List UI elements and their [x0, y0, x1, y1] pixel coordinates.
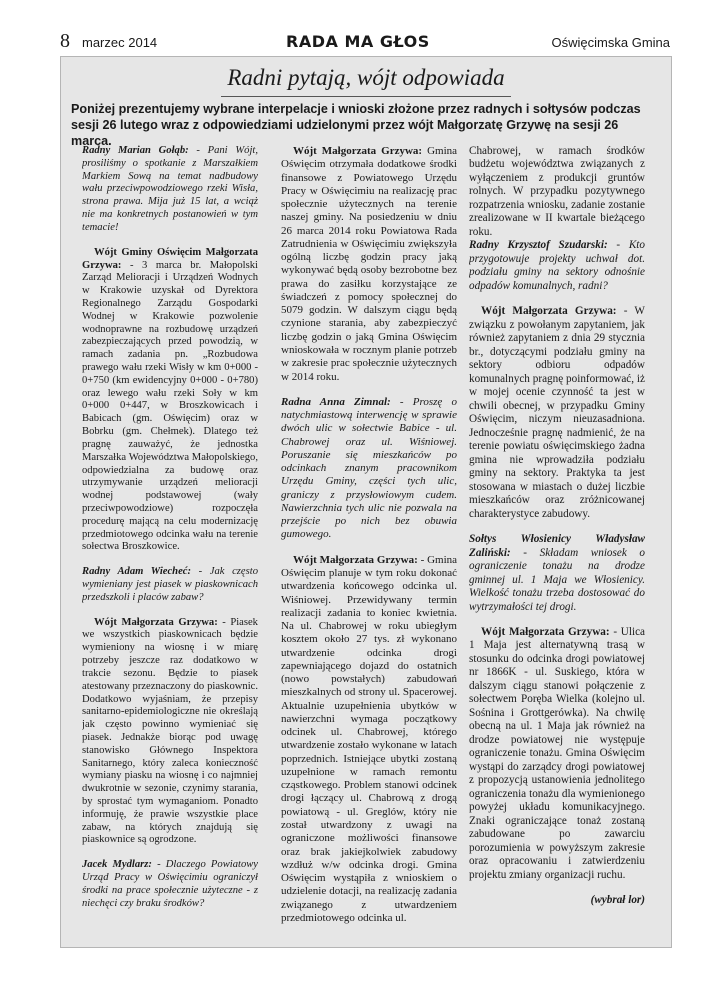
speaker-name: Wójt Małgorzata Grzywa: [481, 625, 610, 638]
article-intro: Poniżej prezentujemy wybrane interpelacje i wnioski złożone przez radnych i sołtysów podczas sesji 26 lutego wraz z odpowiedziami udzielonymi przez wójt Małgorzatę Grzywę na sesji 26 marca. [71, 102, 641, 148]
paragraph-text: - Dlaczego Powiatowy Urząd Pracy w Oświęcimiu ograniczył środki na prace społecznie użyteczne - z niechęci czy braku środków? [82, 859, 258, 909]
speaker-name: Radny Marian Gołąb: [82, 145, 189, 156]
speaker-name: Jacek Mydlarz: [82, 859, 152, 871]
publication-name: Oświęcimska Gmina [551, 35, 670, 50]
speaker-name: Radny Adam Wiecheć: [82, 566, 192, 578]
question-paragraph [82, 859, 258, 910]
answer-paragraph [281, 145, 457, 384]
paragraph-text: - Ulica 1 Maja jest alternatywną trasą w stosunku do odcinka drogi powiatowej nr 1866K - ul. Suskiego, która w dalszym ciągu stanowi połączenie z sołectwem Poręba Wielka (kolejno ul. Sośnina i Grottgerówka). Na chwilę obecną na ul. 1 Maja jak również na drodze powiatowej nie występuje ograniczenie tonażu. Gmina Oświęcim wystąpi do zarządcy drogi powiatowej z propozycją ustanowienia jednolitego ograniczenia tonażu dla wymienionego powyżej układu komunikacyjnego. Znaki ograniczające tonaż zostaną zabudowane po zawarciu porozumienia w powyższym zakresie oraz opracowaniu i zatwierdzeniu projektu zmiany organizacji ruchu. [469, 625, 645, 881]
question-paragraph [469, 239, 645, 293]
page-number: 8 [60, 30, 70, 52]
paragraph-text: - Gmina Oświęcim planuje w tym roku dokonać utwardzenia końcowego odcinka ul. Wiśniowej. Przewidywany termin realizacji zadania to koniec kwietnia. Na ul. Chabrowej w roku ubiegłym kosztem około 27 tys. zł wykonano utwardzenie odcinka drogi zapewniającego dojazd do ostatnich (nowo powstałych) zabudowań mieszkalnych od strony ul. Spacerowej. Aktualnie uzupełnienia ubytków w nawierzchni wymaga początkowy odcinek ul. Chabrowej, którego utwardzenie zostało wykonane w latach poprzednich. Istniejące ubytki zostaną uzupełnione w ramach remontu cząstkowego. Problem stanowi odcinek drogi łączący ul. Chabrową z drogą powiatową - ul. Greglów, który nie został utwardzony z uwagi na ograniczone możliwości finansowe oraz brak jakiejkolwiek zabudowy wzdłuż w/w odcinka drogi. Gmina Oświęcim wystąpiła z wnioskiem o udzielenie dotacji, na realizację zadania związanego z utwardzeniem przedmiotowego odcinka ul. [281, 553, 457, 924]
speaker-name: Wójt Małgorzata Grzywa: [293, 553, 418, 566]
speaker-name: Wójt Gminy Oświęcim Małgorzata Grzywa: [82, 246, 258, 271]
paragraph-text: - Piasek we wszystkich piaskownicach będzie wymieniony na wiosnę i w miarę potrzeby jeszcze raz dodatkowo w trakcie sezonu. Będzie to piasek atestowany przeznaczony do piaskownic. Dodatkowo wyjaśniam, że przepisy sanitarno-epidemiologiczne nie określają jak często powinno wymieniać się piasek. Jednakże biorąc pod uwagę stanowisko Głównego Inspektora Sanitarnego, który zaleca konieczność wymiany piasku na wiosnę i co najmniej dwukrotnie w sezonie, czynimy starania, by sprostać tym wymaganiom. Ponadto informuję, że prawie wszystkie place zabaw, na których znajdują się piaskownice są ogrodzone. [82, 616, 258, 846]
speaker-name: Wójt Małgorzata Grzywa: [94, 616, 218, 628]
question-paragraph [281, 396, 457, 542]
speaker-name: Wójt Małgorzata Grzywa: [293, 145, 423, 157]
paragraph-text: - 3 marca br. Małopolski Zarząd Melioracji i Urządzeń Wodnych w Krakowie uzyskał od Dyrektora Regionalnego Zarządu Gospodarki Wodnej w Krakowie pozwolenie wodnoprawne na rozbudowę urządzeń zabezpieczających przed powodzią, w ramach zadania pn. „Rozbudowa prawego wału rzeki Wisły w km 0+000 - 0+750 (km ewidencyjny 0+000 - 0+780) oraz lewego wału rzeki Soły w km 0+000 0+447, w Broszkowicach i Babicach (gm. Oświęcim) oraz w Bobrku (gm. Chełmek). Dlatego też pragnę zauważyć, że jednostka Marszałka Województwa Małopolskiego, odpowiedzialna za budowę oraz utrzymywanie urządzeń melioracji wodnej podstawowej (wały przeciwpowodziowe) rozpoczęła procedurę mającą na celu modernizację przedmiotowego odcinka wału na terenie sołectwa Broszkowice. [82, 259, 258, 553]
article-frame [60, 56, 672, 948]
speaker-name: Radna Anna Zimnal: [281, 395, 391, 408]
section-masthead: RADA MA GŁOS [286, 32, 430, 51]
paragraph-text: - W związku z powołanym zapytaniem, jak również zapytaniem z dnia 29 stycznia br., dotyczącymi podziału gminy na sektory odbioru odpadów komunalnych pragnę poinformować, iż w mojej ocenie czynność ta jest w chwili obecnej, w przypadku Gminy Oświęcim, niczym nieuzasadniona. Jednocześnie pragnę nadmienić, że na terenie powiatu oświęcimskiego żadna gmina nie wprowadziła podziału gminy na sektory. Praktyka ta jest stosowana w miastach o dużej liczbie mieszkańców oraz zróżnicowanej charakterystyce zabudowy. [469, 305, 645, 520]
paragraph-text: Chabrowej, w ramach środków budżetu województwa związanych z wyłączeniem z produkcji gruntów rolnych. W przypadku pozytywnego rozpatrzenia wniosku, zadanie zostanie zrealizowane w II kwartale bieżącego roku. [469, 145, 645, 238]
answer-paragraph [281, 554, 457, 925]
author-signature: (wybrał lor) [590, 894, 645, 907]
answer-paragraph [469, 305, 645, 521]
title-divider [221, 96, 511, 97]
paragraph-text: - Składam wniosek o ograniczenie tonażu na drodze gminnej ul. 1 Maja we Włosienicy. Wielkość tonażu trzeba dostosować do wytrzymałości tej drogi. [469, 546, 645, 613]
paragraph-text: Gmina Oświęcim otrzymała dodatkowe środki finansowe z Powiatowego Urzędu Pracy w Oświęcimiu na realizację prac społecznie użytecznych na terenie naszej gminy. Na posiedzeniu w dniu 26 marca 2014 roku Powiatowa Rada Zatrudnienia w Oświęcimiu zwiększyła ogólną liczbę godzin pracy jaką wykonywać będą osoby bezrobotne bez prawa do zasiłku korzystające ze świadczeń z pomocy społecznej do 5079 godzin. W dalszym ciągu będą czynione starania, aby zabezpieczyć liczbę godzin o jaką Gmina Oświęcim wnioskowała w rocznym planie potrzeb w zakresie prac społecznie użytecznych w 2014 roku. [281, 145, 457, 383]
article-column-2 [281, 145, 457, 939]
article-title: Radni pytają, wójt odpowiada [227, 65, 505, 90]
page-header [60, 30, 670, 52]
answer-paragraph [82, 247, 258, 555]
question-paragraph [82, 566, 258, 604]
answer-paragraph [82, 617, 258, 848]
article-column-1 [82, 145, 258, 939]
paragraph-text: - Jak często wymieniany jest piasek w piaskownicach przedszkoli i placów zabaw? [82, 566, 258, 603]
paragraph-text: - Pani Wójt, prosiliśmy o spotkanie z Marszałkiem Markiem Sową na temat nadbudowy wału przeciwpowodziowego rzeki Wisła, strona prawa. Mija już 15 lat, a wciąż nie ma konkretnych postanowień w tym temacie! [82, 145, 258, 233]
paragraph-text: - Kto przygotowuje projekty uchwał dot. podziału gminy na sektory odnośnie odpadów komunalnych, radni? [469, 239, 645, 292]
speaker-name: Wójt Małgorzata Grzywa: [481, 305, 617, 318]
speaker-name: Radny Krzysztof Szudarski: [469, 239, 608, 252]
question-paragraph [469, 533, 645, 614]
paragraph-text: - Proszę o natychmiastową interwencję w sprawie dwóch ulic w sołectwie Babice - ul. Chabrowej oraz ul. Wiśniowej. Poruszanie się mieszkańców po odcinkach znanym pracownikom Urzędu Gminy, części tych ulic, graniczy z przysłowiowym cudem. Nawierzchnia tych ulic nie pozwala na przejście po nich bez obuwia gumowego. [281, 395, 457, 541]
answer-paragraph [469, 626, 645, 882]
issue-date: marzec 2014 [82, 35, 158, 50]
article-column-3 [469, 145, 645, 939]
question-paragraph [82, 145, 258, 235]
speaker-name: Sołtys Włosienicy Władysław Zaliński: [469, 533, 645, 559]
continued-paragraph [469, 145, 645, 239]
